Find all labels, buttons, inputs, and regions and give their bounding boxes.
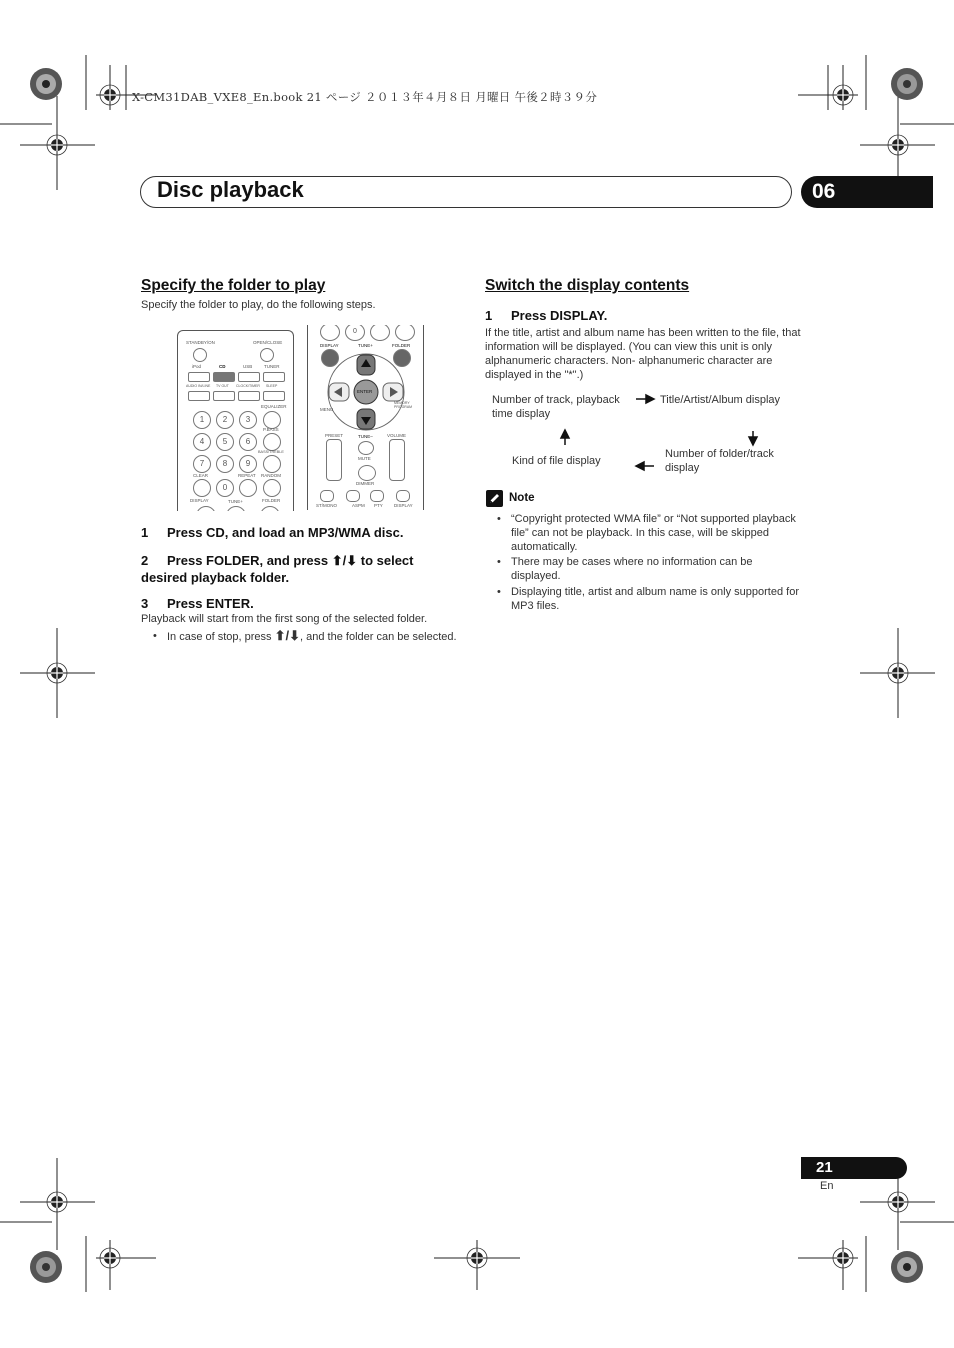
remote-key xyxy=(320,325,340,341)
remote-key xyxy=(346,490,360,502)
remote-label: USB xyxy=(243,364,253,369)
chapter-number: 06 xyxy=(801,176,933,208)
remote-key xyxy=(196,506,216,511)
key-6: 6 xyxy=(239,433,257,451)
remote-key xyxy=(239,479,257,497)
remote-illustration-left xyxy=(177,330,294,511)
remote-label: MUTE xyxy=(358,456,371,461)
remote-key xyxy=(396,490,410,502)
note-text: “Copyright protected WMA file” or “Not supported playback file” can not be playback. In this case, will be skipped automatically. xyxy=(511,513,796,553)
tuner-key xyxy=(263,372,285,382)
remote-key xyxy=(226,506,246,511)
step-2 xyxy=(141,552,451,586)
remote-label: CD xyxy=(219,364,226,369)
remote-key xyxy=(263,391,285,401)
remote-label: TUNE+ xyxy=(358,343,373,348)
remote-key xyxy=(260,506,280,511)
ipod-key xyxy=(188,372,210,382)
key-1: 1 xyxy=(193,411,211,429)
note-icon xyxy=(486,490,503,507)
preset-rocker xyxy=(326,439,342,481)
mute-key xyxy=(358,441,374,455)
step-number: 3 xyxy=(141,596,149,611)
remote-label: ST/MONO xyxy=(316,503,337,508)
remote-label: EQUALIZER xyxy=(261,404,287,409)
step-text: Press DISPLAY. xyxy=(511,308,608,323)
remote-key xyxy=(263,433,281,451)
note-item: • There may be cases where no information can be displayed. xyxy=(497,556,753,582)
remote-label: PTY xyxy=(374,503,383,508)
remote-label: OPEN/CLOSE xyxy=(253,340,283,345)
remote-key xyxy=(263,479,281,497)
flow-title-artist: Title/Artist/Album display xyxy=(660,394,781,406)
page-number: 21 xyxy=(801,1157,907,1179)
remote-label: AUDIO IN/LINE xyxy=(186,384,211,388)
section-intro: Specify the folder to play, do the following steps. xyxy=(141,299,376,311)
key-0: 0 xyxy=(216,479,234,497)
key-0: 0 xyxy=(345,325,365,341)
remote-label: ASPM xyxy=(352,503,365,508)
usb-key xyxy=(238,372,260,382)
remote-label: iPod xyxy=(192,364,202,369)
cd-key xyxy=(213,372,235,382)
key-4: 4 xyxy=(193,433,211,451)
note-text: Displaying title, artist and album name is only supported for MP3 files. xyxy=(511,586,799,612)
remote-label: STANDBY/ON xyxy=(186,340,215,345)
remote-label: SLEEP xyxy=(266,384,278,388)
bullet-item: • In case of stop, press ⬆/⬇, and the folder can be selected. xyxy=(153,628,457,643)
remote-label: TUNE– xyxy=(358,434,373,439)
key-9: 9 xyxy=(239,455,257,473)
remote-key xyxy=(320,490,334,502)
remote-label: VOLUME xyxy=(387,433,407,438)
remote-key xyxy=(370,490,384,502)
remote-label: P.BASS xyxy=(263,427,279,432)
key-8: 8 xyxy=(216,455,234,473)
flow-folder-track: Number of folder/track display xyxy=(665,448,774,474)
right-step-1 xyxy=(485,307,607,324)
flow-file-kind: Kind of file display xyxy=(512,455,601,467)
eject-button xyxy=(260,348,274,362)
remote-label: MENU xyxy=(320,407,334,412)
remote-label: PRESET xyxy=(325,433,344,438)
remote-key xyxy=(238,391,260,401)
remote-label: REPEAT xyxy=(238,473,256,478)
bullet-text: In case of stop, press xyxy=(167,631,275,643)
dimmer-key xyxy=(358,465,376,481)
remote-label: FOLDER xyxy=(262,498,281,503)
remote-key xyxy=(395,325,415,341)
flow-track-time: Number of track, playback time display xyxy=(492,394,620,420)
remote-key xyxy=(188,391,210,401)
remote-label: TUNE+ xyxy=(228,499,243,504)
remote-key xyxy=(193,479,211,497)
note-text: There may be cases where no information can be displayed. xyxy=(511,556,753,582)
step-3-body: Playback will start from the first song of the selected folder. xyxy=(141,613,428,625)
chapter-title: Disc playback xyxy=(157,177,304,202)
remote-label: DISPLAY xyxy=(320,343,339,348)
step-text: Press CD, and load an MP3/WMA disc. xyxy=(167,525,404,540)
key-5: 5 xyxy=(216,433,234,451)
volume-rocker xyxy=(389,439,405,481)
remote-label: DIMMER xyxy=(356,481,375,486)
remote-key xyxy=(370,325,390,341)
remote-key xyxy=(213,391,235,401)
step-text: Press ENTER. xyxy=(167,596,254,611)
step-1 xyxy=(141,524,461,541)
remote-label: CLOCK/TIMER xyxy=(236,384,260,388)
remote-label: CLEAR xyxy=(193,473,209,478)
remote-label: RANDOM xyxy=(261,473,281,478)
standby-button xyxy=(193,348,207,362)
remote-label: FOLDER xyxy=(392,343,411,348)
step-number: 1 xyxy=(485,308,493,323)
section-heading-switch-display: Switch the display contents xyxy=(485,277,690,294)
remote-label: TUNER xyxy=(264,364,280,369)
section-heading-specify-folder: Specify the folder to play xyxy=(141,277,326,294)
key-7: 7 xyxy=(193,455,211,473)
step-number: 2 xyxy=(141,553,149,568)
step-text: to select desired playback folder. xyxy=(141,553,414,585)
flow-arrows xyxy=(480,390,810,480)
step-number: 1 xyxy=(141,525,149,540)
step-3 xyxy=(141,595,254,612)
note-label: Note xyxy=(509,492,535,504)
remote-label: DISPLAY xyxy=(190,498,209,503)
remote-label: ENTER xyxy=(357,389,373,394)
step-text: Press FOLDER, and press xyxy=(167,553,332,568)
up-down-arrows-icon: ⬆/⬇ xyxy=(331,553,358,568)
up-down-arrows-icon: ⬆/⬇ xyxy=(274,628,301,643)
print-header: X-CM31DAB_VXE8_En.book 21 ページ ２０１３年４月８日 月曜日 午後２時３９分 xyxy=(132,90,598,104)
bullet-text: , and the folder can be selected. xyxy=(300,631,457,643)
language-code: En xyxy=(820,1180,834,1192)
note-item: • “Copyright protected WMA file” or “Not supported playback file” can not be playback. In this case, will be skipped automatically. xyxy=(497,513,796,553)
remote-label: MEMORY PROGRAM xyxy=(394,401,413,409)
remote-illustration-right xyxy=(307,325,424,510)
key-2: 2 xyxy=(216,411,234,429)
key-3: 3 xyxy=(239,411,257,429)
note-item: • Displaying title, artist and album name is only supported for MP3 files. xyxy=(497,586,799,612)
right-body: If the title, artist and album name has been written to the file, that information will be displayed. (You can view this unit is only alphanumeric characters. Non- alphanumeric character are displayed in the "*".) xyxy=(485,327,801,381)
remote-label: DISPLAY xyxy=(394,503,413,508)
remote-label: BASS/TREBLE xyxy=(258,450,284,454)
remote-label: TV OUT xyxy=(216,384,229,388)
remote-key xyxy=(263,455,281,473)
